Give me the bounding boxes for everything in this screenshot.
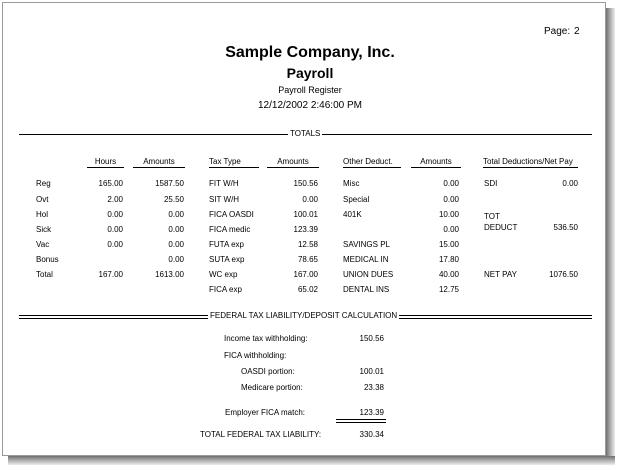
tax-label: SUTA exp	[209, 255, 245, 264]
tax-label: FICA exp	[209, 285, 242, 294]
sdi-amount: 0.00	[562, 179, 578, 188]
fica-withholding-label: FICA withholding:	[224, 351, 287, 360]
total-double-underline	[336, 419, 386, 423]
report-page	[2, 2, 606, 456]
deduction-label: UNION DUES	[343, 270, 394, 279]
tax-amount: 123.39	[293, 225, 318, 234]
deduction-amount: 0.00	[443, 225, 459, 234]
report-title: Payroll	[286, 65, 334, 81]
tax-amount: 167.00	[293, 270, 318, 279]
medicare-label: Medicare portion:	[241, 383, 303, 392]
page-shadow-bottom	[8, 456, 615, 465]
earnings-hours: 0.00	[107, 210, 123, 219]
deduction-amount: 0.00	[443, 195, 459, 204]
tax-label: WC exp	[209, 270, 238, 279]
deduction-label: DENTAL INS	[343, 285, 390, 294]
deduction-label: 401K	[343, 210, 362, 219]
deduction-amount: 0.00	[443, 179, 459, 188]
sdi-label: SDI	[484, 179, 498, 188]
company-name: Sample Company, Inc.	[225, 44, 395, 61]
deduction-label: Special	[343, 195, 370, 204]
income-tax-label: Income tax withholding:	[224, 334, 308, 343]
total-liability-label: TOTAL FEDERAL TAX LIABILITY:	[200, 430, 322, 439]
earnings-label: Vac	[36, 240, 50, 249]
earnings-label: Bonus	[36, 255, 59, 264]
tax-amount: 65.02	[297, 285, 318, 294]
earnings-amount: 0.00	[168, 255, 184, 264]
deduction-label: Misc	[343, 179, 360, 188]
page-number: 2	[574, 26, 580, 37]
oasdi-value: 100.01	[359, 367, 384, 376]
earnings-total-amount: 1613.00	[155, 270, 184, 279]
tax-label: FICA OASDI	[209, 210, 254, 219]
deduction-label: MEDICAL IN	[343, 255, 389, 264]
tax-amount: 78.65	[297, 255, 318, 264]
tot-label: TOT	[484, 212, 500, 221]
earnings-hours: 0.00	[107, 225, 123, 234]
earnings-label: Hol	[36, 210, 49, 219]
tax-label: FIT W/H	[209, 179, 239, 188]
earnings-label: Sick	[36, 225, 52, 234]
report-subtitle: Payroll Register	[278, 85, 342, 95]
tax-amount: 100.01	[293, 210, 318, 219]
deduct-label: DEDUCT	[484, 223, 518, 232]
deduction-amount: 17.80	[438, 255, 459, 264]
earnings-amount: 0.00	[168, 225, 184, 234]
earnings-hours: 0.00	[107, 240, 123, 249]
earnings-amount: 25.50	[163, 195, 184, 204]
report-datetime: 12/12/2002 2:46:00 PM	[258, 100, 362, 111]
total-liability-value: 330.34	[359, 430, 384, 439]
net-pay-amount: 1076.50	[549, 270, 578, 279]
header-amounts-tax: Amounts	[267, 157, 319, 168]
earnings-hours: 165.00	[98, 179, 123, 188]
earnings-label: Ovt	[36, 195, 49, 204]
deduction-amount: 40.00	[438, 270, 459, 279]
employer-fica-value: 123.39	[359, 408, 384, 417]
medicare-value: 23.38	[363, 383, 384, 392]
totals-heading: TOTALS	[290, 129, 321, 138]
deduction-amount: 15.00	[438, 240, 459, 249]
earnings-amount: 0.00	[168, 240, 184, 249]
page-label: Page:	[544, 26, 571, 37]
header-other-deduct: Other Deduct.	[343, 157, 401, 168]
tax-label: SIT W/H	[209, 195, 240, 204]
tax-amount: 12.58	[297, 240, 318, 249]
earnings-total-hours: 167.00	[98, 270, 123, 279]
deduction-amount: 12.75	[438, 285, 459, 294]
tax-amount: 0.00	[302, 195, 318, 204]
total-deduct-amount: 536.50	[553, 223, 578, 232]
tax-label: FUTA exp	[209, 240, 244, 249]
header-total-deductions: Total Deductions/Net Pay	[483, 157, 578, 168]
earnings-amount: 1587.50	[155, 179, 184, 188]
federal-heading: FEDERAL TAX LIABILITY/DEPOSIT CALCULATION	[210, 311, 398, 320]
tax-amount: 150.56	[293, 179, 318, 188]
employer-fica-label: Employer FICA match:	[225, 408, 306, 417]
deduction-amount: 10.00	[438, 210, 459, 219]
deduction-label: SAVINGS PL	[343, 240, 390, 249]
earnings-hours: 2.00	[107, 195, 123, 204]
header-hours: Hours	[87, 157, 124, 168]
earnings-label: Reg	[36, 179, 51, 188]
tax-label: FICA medic	[209, 225, 251, 234]
header-amounts-other: Amounts	[411, 157, 461, 168]
header-tax-type: Tax Type	[209, 157, 259, 168]
oasdi-label: OASDI portion:	[241, 367, 295, 376]
earnings-amount: 0.00	[168, 210, 184, 219]
net-pay-label: NET PAY	[484, 270, 517, 279]
income-tax-value: 150.56	[359, 334, 384, 343]
header-amounts-earnings: Amounts	[133, 157, 185, 168]
earnings-total-label: Total	[36, 270, 53, 279]
